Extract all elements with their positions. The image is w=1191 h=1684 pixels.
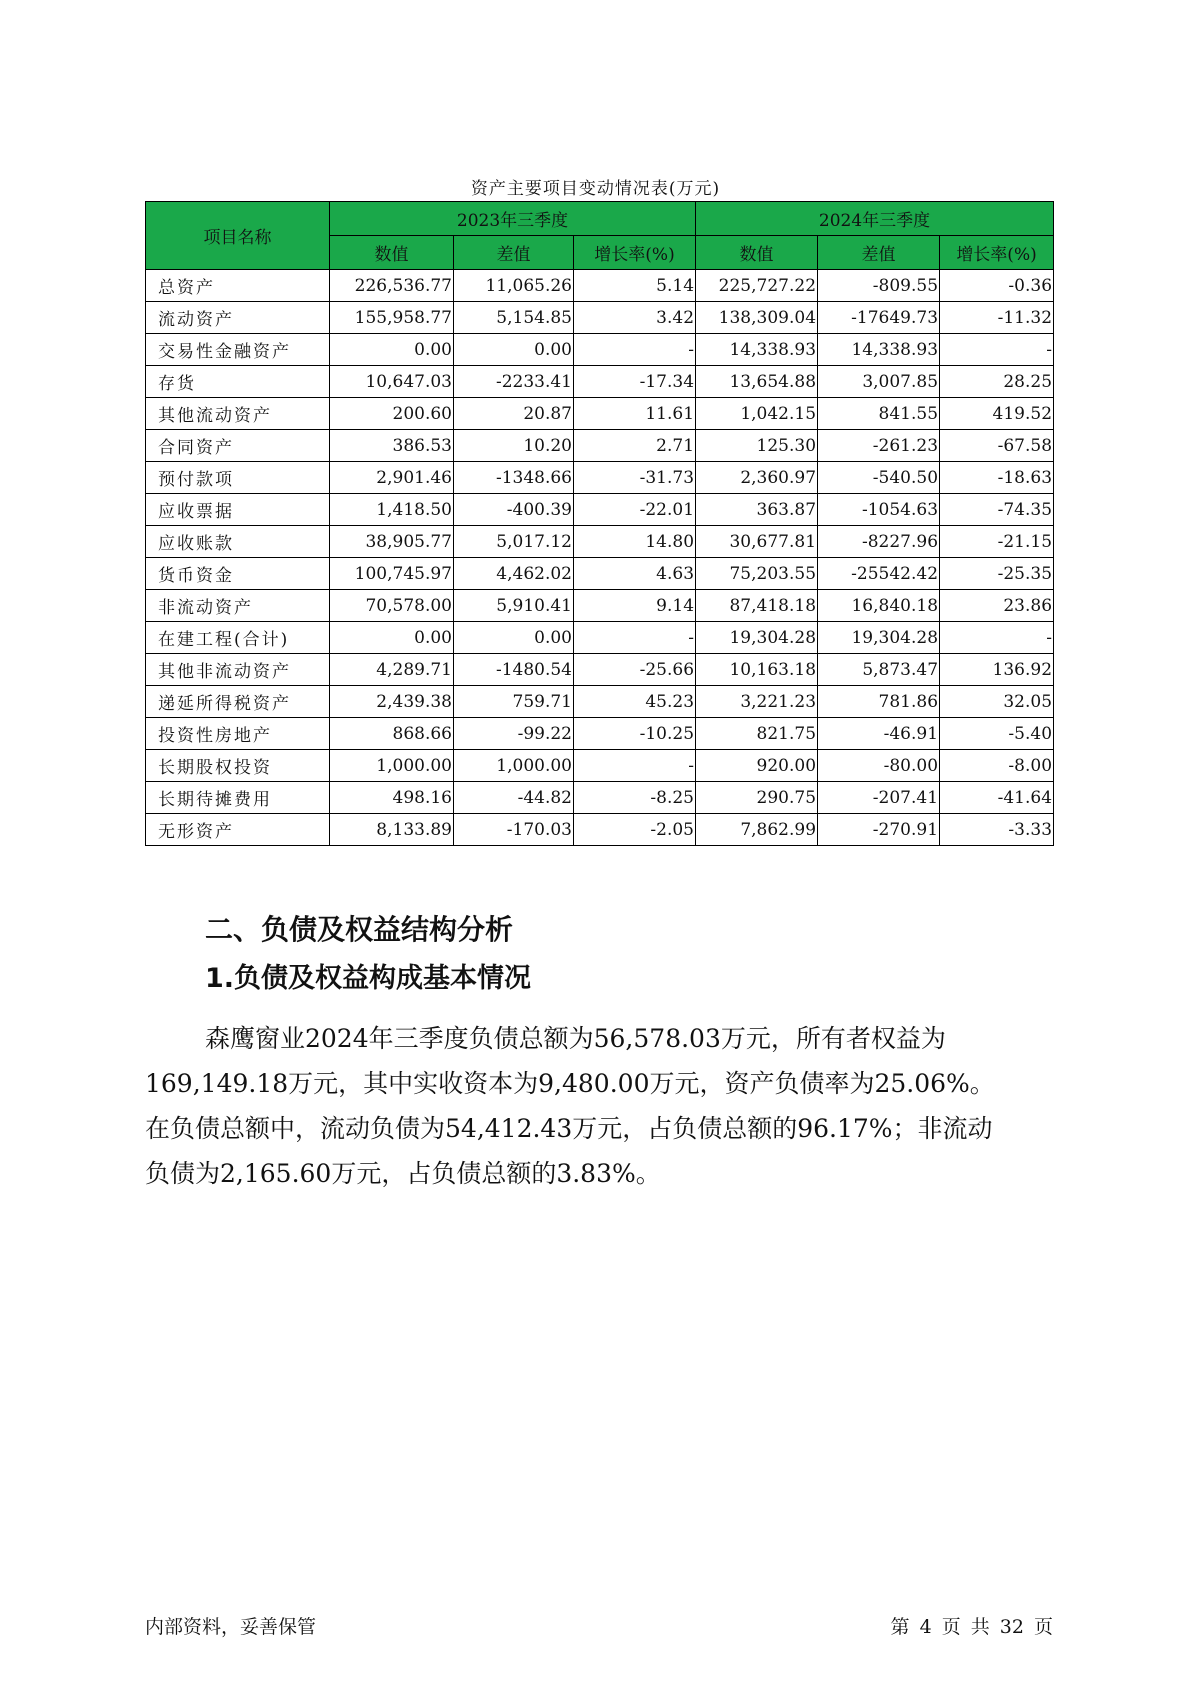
row-item-name-cell: 流动资产 (146, 302, 330, 334)
growth-2024-cell: -5.40 (940, 718, 1054, 750)
value-2023-cell: 2,901.46 (330, 462, 454, 494)
row-item-name-cell: 预付款项 (146, 462, 330, 494)
table-row (146, 590, 1054, 622)
diff-2023-cell: -1480.54 (454, 654, 574, 686)
diff-2024-cell: -809.55 (818, 270, 940, 302)
header-period-2023: 2023年三季度 (330, 202, 696, 236)
growth-2023-cell: 3.42 (574, 302, 696, 334)
growth-2024-cell: 419.52 (940, 398, 1054, 430)
growth-2023-cell: -2.05 (574, 814, 696, 846)
value-2023-cell: 1,418.50 (330, 494, 454, 526)
growth-2024-cell: -74.35 (940, 494, 1054, 526)
diff-2023-cell: 0.00 (454, 334, 574, 366)
value-2023-cell: 4,289.71 (330, 654, 454, 686)
header-growth-2024: 增长率(%) (940, 236, 1054, 270)
diff-2024-cell: 781.86 (818, 686, 940, 718)
value-2024-cell: 75,203.55 (696, 558, 818, 590)
value-2024-cell: 30,677.81 (696, 526, 818, 558)
value-2023-cell: 386.53 (330, 430, 454, 462)
growth-2023-cell: 11.61 (574, 398, 696, 430)
value-2023-cell: 868.66 (330, 718, 454, 750)
table-row (146, 462, 1054, 494)
header-diff-2023: 差值 (454, 236, 574, 270)
table-row (146, 782, 1054, 814)
table-row (146, 622, 1054, 654)
value-2023-cell: 70,578.00 (330, 590, 454, 622)
header-row-periods (146, 202, 1054, 236)
diff-2024-cell: 14,338.93 (818, 334, 940, 366)
growth-2023-cell: 14.80 (574, 526, 696, 558)
row-item-name-cell: 非流动资产 (146, 590, 330, 622)
row-item-name-cell: 在建工程(合计) (146, 622, 330, 654)
value-2023-cell: 100,745.97 (330, 558, 454, 590)
section-paragraph (145, 1016, 1055, 1196)
diff-2023-cell: 759.71 (454, 686, 574, 718)
diff-2023-cell: -44.82 (454, 782, 574, 814)
table-row (146, 366, 1054, 398)
row-item-name-cell: 总资产 (146, 270, 330, 302)
table-caption: 资产主要项目变动情况表(万元) (470, 179, 721, 199)
row-item-name-cell: 合同资产 (146, 430, 330, 462)
diff-2023-cell: -1348.66 (454, 462, 574, 494)
section-heading: 二、负债及权益结构分析 (205, 913, 514, 946)
value-2023-cell: 200.60 (330, 398, 454, 430)
value-2024-cell: 138,309.04 (696, 302, 818, 334)
paragraph-line: 169,149.18万元，其中实收资本为9,480.00万元，资产负债率为25.06%。 (145, 1069, 995, 1098)
value-2024-cell: 821.75 (696, 718, 818, 750)
growth-2023-cell: -8.25 (574, 782, 696, 814)
value-2023-cell: 0.00 (330, 334, 454, 366)
table-body (146, 270, 1054, 846)
row-item-name-cell: 投资性房地产 (146, 718, 330, 750)
growth-2024-cell: -8.00 (940, 750, 1054, 782)
value-2023-cell: 0.00 (330, 622, 454, 654)
paragraph-line: 在负债总额中，流动负债为54,412.43万元，占负债总额的96.17%；非流动 (145, 1114, 993, 1143)
value-2024-cell: 3,221.23 (696, 686, 818, 718)
value-2024-cell: 10,163.18 (696, 654, 818, 686)
table-row (146, 750, 1054, 782)
diff-2024-cell: -1054.63 (818, 494, 940, 526)
row-item-name-cell: 长期股权投资 (146, 750, 330, 782)
value-2024-cell: 19,304.28 (696, 622, 818, 654)
diff-2024-cell: -270.91 (818, 814, 940, 846)
value-2024-cell: 13,654.88 (696, 366, 818, 398)
diff-2023-cell: -400.39 (454, 494, 574, 526)
value-2023-cell: 8,133.89 (330, 814, 454, 846)
diff-2023-cell: 10.20 (454, 430, 574, 462)
header-diff-2024: 差值 (818, 236, 940, 270)
diff-2024-cell: 19,304.28 (818, 622, 940, 654)
growth-2023-cell: 2.71 (574, 430, 696, 462)
growth-2024-cell: 28.25 (940, 366, 1054, 398)
value-2023-cell: 155,958.77 (330, 302, 454, 334)
diff-2024-cell: -25542.42 (818, 558, 940, 590)
value-2024-cell: 920.00 (696, 750, 818, 782)
footer-confidential-note: 内部资料，妥善保管 (145, 1616, 317, 1638)
section-subheading: 1.负债及权益构成基本情况 (205, 963, 532, 994)
asset-changes-table (145, 201, 1054, 846)
growth-2023-cell: -10.25 (574, 718, 696, 750)
growth-2024-cell: 136.92 (940, 654, 1054, 686)
table-row (146, 430, 1054, 462)
value-2024-cell: 87,418.18 (696, 590, 818, 622)
growth-2024-cell: 32.05 (940, 686, 1054, 718)
row-item-name-cell: 其他非流动资产 (146, 654, 330, 686)
growth-2023-cell: 45.23 (574, 686, 696, 718)
diff-2023-cell: 11,065.26 (454, 270, 574, 302)
value-2024-cell: 7,862.99 (696, 814, 818, 846)
header-period-2024: 2024年三季度 (696, 202, 1054, 236)
diff-2024-cell: -261.23 (818, 430, 940, 462)
row-item-name-cell: 交易性金融资产 (146, 334, 330, 366)
row-item-name-cell: 应收票据 (146, 494, 330, 526)
row-item-name-cell: 应收账款 (146, 526, 330, 558)
row-item-name-cell: 其他流动资产 (146, 398, 330, 430)
growth-2024-cell: -18.63 (940, 462, 1054, 494)
value-2024-cell: 290.75 (696, 782, 818, 814)
row-item-name-cell: 货币资金 (146, 558, 330, 590)
diff-2023-cell: 5,910.41 (454, 590, 574, 622)
table-row (146, 302, 1054, 334)
table-row (146, 334, 1054, 366)
value-2023-cell: 1,000.00 (330, 750, 454, 782)
diff-2024-cell: 841.55 (818, 398, 940, 430)
header-growth-2023: 增长率(%) (574, 236, 696, 270)
header-value-2024: 数值 (696, 236, 818, 270)
diff-2024-cell: 16,840.18 (818, 590, 940, 622)
diff-2024-cell: -207.41 (818, 782, 940, 814)
row-item-name-cell: 无形资产 (146, 814, 330, 846)
table-row (146, 494, 1054, 526)
diff-2023-cell: 5,154.85 (454, 302, 574, 334)
value-2023-cell: 10,647.03 (330, 366, 454, 398)
growth-2024-cell: -11.32 (940, 302, 1054, 334)
growth-2024-cell: -0.36 (940, 270, 1054, 302)
row-item-name-cell: 存货 (146, 366, 330, 398)
row-item-name-cell: 递延所得税资产 (146, 686, 330, 718)
table-row (146, 270, 1054, 302)
growth-2023-cell: - (574, 750, 696, 782)
diff-2024-cell: 3,007.85 (818, 366, 940, 398)
growth-2024-cell: - (940, 622, 1054, 654)
value-2023-cell: 2,439.38 (330, 686, 454, 718)
value-2024-cell: 363.87 (696, 494, 818, 526)
growth-2023-cell: -25.66 (574, 654, 696, 686)
growth-2024-cell: -67.58 (940, 430, 1054, 462)
diff-2023-cell: 4,462.02 (454, 558, 574, 590)
diff-2023-cell: -2233.41 (454, 366, 574, 398)
diff-2024-cell: -8227.96 (818, 526, 940, 558)
growth-2024-cell: -25.35 (940, 558, 1054, 590)
diff-2023-cell: -99.22 (454, 718, 574, 750)
growth-2024-cell: -21.15 (940, 526, 1054, 558)
growth-2023-cell: - (574, 334, 696, 366)
growth-2023-cell: - (574, 622, 696, 654)
value-2023-cell: 498.16 (330, 782, 454, 814)
growth-2024-cell: 23.86 (940, 590, 1054, 622)
table-row (146, 526, 1054, 558)
value-2024-cell: 1,042.15 (696, 398, 818, 430)
growth-2024-cell: -3.33 (940, 814, 1054, 846)
value-2024-cell: 2,360.97 (696, 462, 818, 494)
header-item-name: 项目名称 (146, 202, 330, 270)
diff-2024-cell: 5,873.47 (818, 654, 940, 686)
table-row (146, 718, 1054, 750)
value-2023-cell: 38,905.77 (330, 526, 454, 558)
table-row (146, 398, 1054, 430)
growth-2023-cell: -22.01 (574, 494, 696, 526)
growth-2024-cell: -41.64 (940, 782, 1054, 814)
value-2024-cell: 225,727.22 (696, 270, 818, 302)
growth-2023-cell: 9.14 (574, 590, 696, 622)
diff-2023-cell: 20.87 (454, 398, 574, 430)
diff-2023-cell: -170.03 (454, 814, 574, 846)
table-row (146, 558, 1054, 590)
diff-2023-cell: 1,000.00 (454, 750, 574, 782)
paragraph-line: 森鹰窗业2024年三季度负债总额为56,578.03万元，所有者权益为 (205, 1024, 946, 1053)
diff-2024-cell: -540.50 (818, 462, 940, 494)
diff-2023-cell: 0.00 (454, 622, 574, 654)
diff-2024-cell: -46.91 (818, 718, 940, 750)
row-item-name-cell: 长期待摊费用 (146, 782, 330, 814)
table-row (146, 686, 1054, 718)
header-value-2023: 数值 (330, 236, 454, 270)
value-2024-cell: 14,338.93 (696, 334, 818, 366)
growth-2023-cell: 5.14 (574, 270, 696, 302)
value-2023-cell: 226,536.77 (330, 270, 454, 302)
diff-2024-cell: -17649.73 (818, 302, 940, 334)
footer-page-number: 第 4 页 共 32 页 (890, 1616, 1053, 1638)
growth-2024-cell: - (940, 334, 1054, 366)
diff-2024-cell: -80.00 (818, 750, 940, 782)
growth-2023-cell: -17.34 (574, 366, 696, 398)
table-row (146, 814, 1054, 846)
growth-2023-cell: -31.73 (574, 462, 696, 494)
diff-2023-cell: 5,017.12 (454, 526, 574, 558)
paragraph-line: 负债为2,165.60万元，占负债总额的3.83%。 (145, 1159, 661, 1188)
table-row (146, 654, 1054, 686)
growth-2023-cell: 4.63 (574, 558, 696, 590)
value-2024-cell: 125.30 (696, 430, 818, 462)
